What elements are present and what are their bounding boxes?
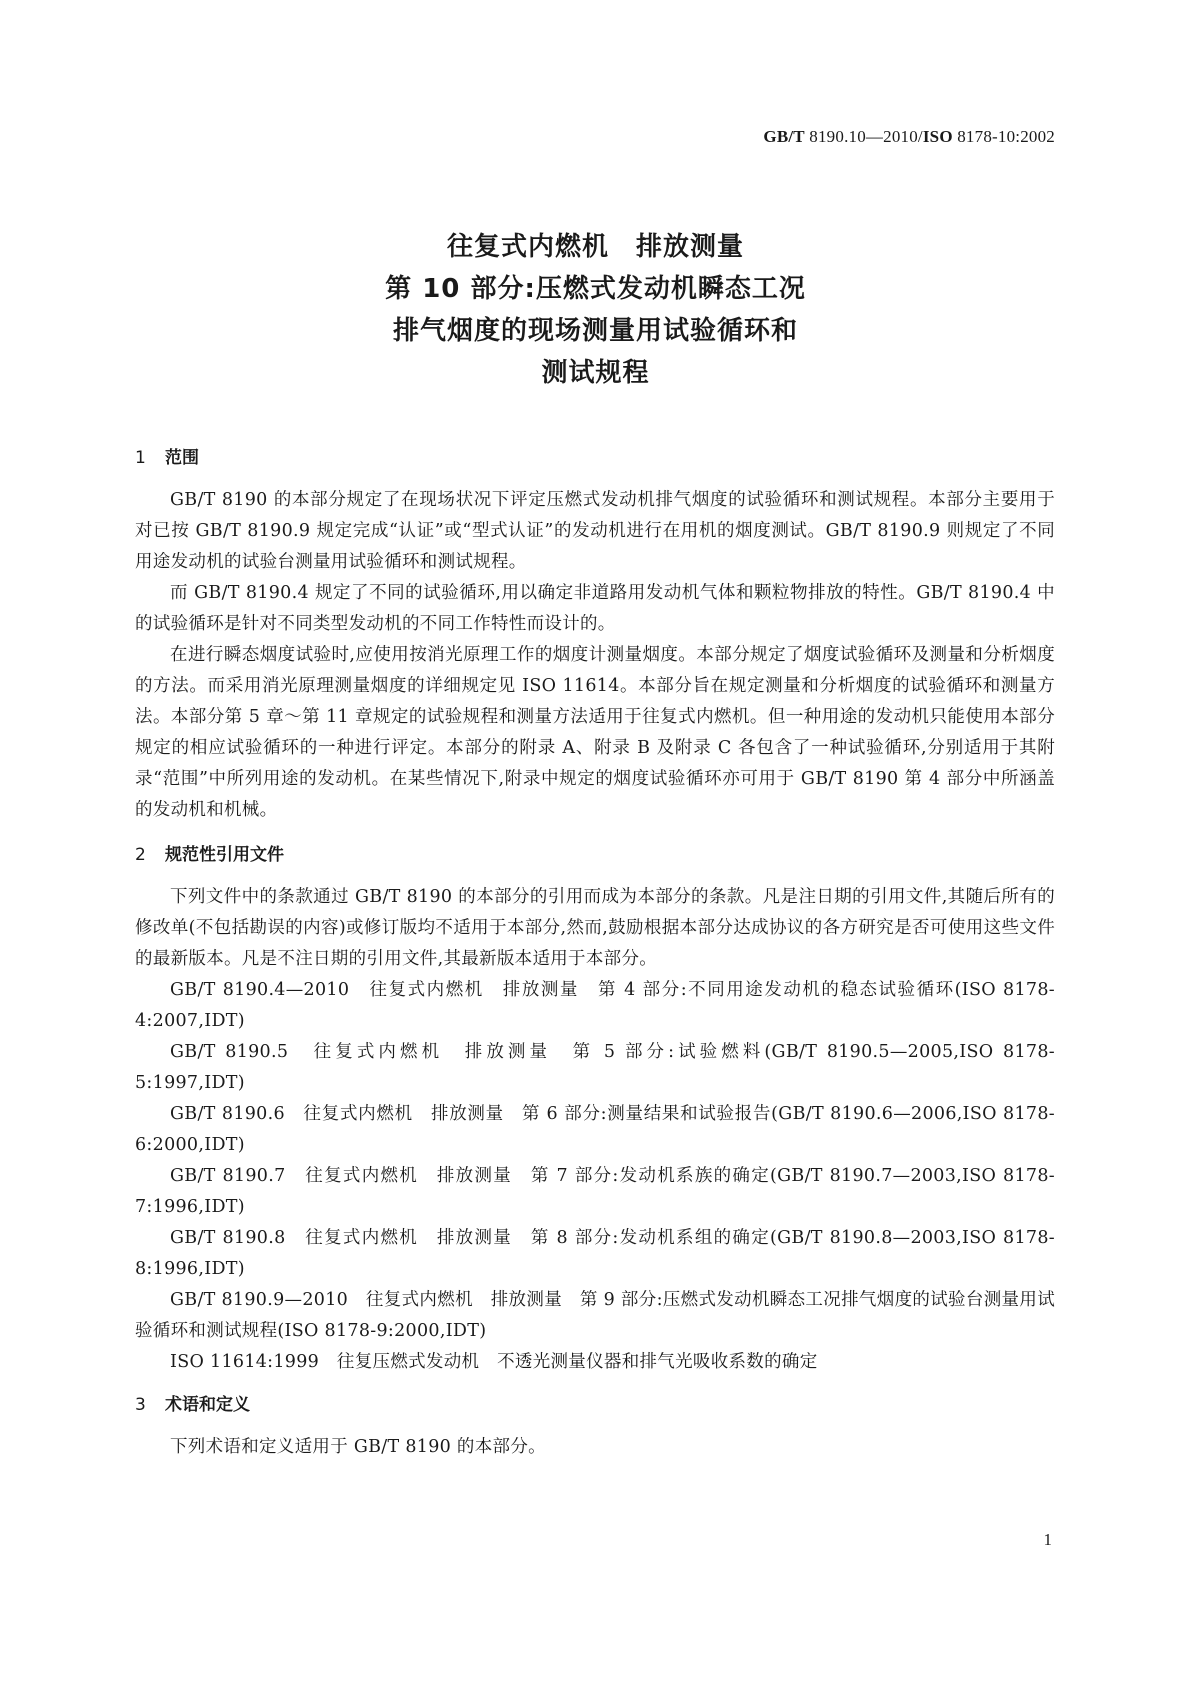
section-2-heading: 2 规范性引用文件: [135, 845, 284, 865]
section-1-body: [135, 485, 1055, 826]
paragraph: 而 GB/T 8190.4 规定了不同的试验循环,用以确定非道路用发动机气体和颗粒物排放的特性。GB/T 8190.4 中的试验循环是针对不同类型发动机的不同工作特性而设计的。: [135, 583, 1055, 634]
paragraph: GB/T 8190 的本部分规定了在现场状况下评定压燃式发动机排气烟度的试验循环和测试规程。本部分主要用于对已按 GB/T 8190.9 规定完成“认证”或“型式认证”的发动机进行在用机的烟度测试。GB/T 8190.9 则规定了不同用途发动机的试验台测量用试验循环和测试规程。: [135, 490, 1055, 572]
reference-item: GB/T 8190.5 往复式内燃机 排放测量 第 5 部分:试验燃料(GB/T 8190.5—2005,ISO 8178-5:1997,IDT): [135, 1042, 1055, 1093]
section-2-body: [135, 882, 1055, 1378]
reference-item: GB/T 8190.4—2010 往复式内燃机 排放测量 第 4 部分:不同用途发动机的稳态试验循环(ISO 8178-4:2007,IDT): [135, 980, 1055, 1031]
document-title: [0, 226, 1191, 394]
reference-item: GB/T 8190.7 往复式内燃机 排放测量 第 7 部分:发动机系族的确定(GB/T 8190.7—2003,ISO 8178-7:1996,IDT): [135, 1166, 1055, 1217]
section-3-heading: 3 术语和定义: [135, 1395, 250, 1415]
title-line-2: 第 10 部分:压燃式发动机瞬态工况: [385, 274, 806, 304]
reference-item: GB/T 8190.9—2010 往复式内燃机 排放测量 第 9 部分:压燃式发动机瞬态工况排气烟度的试验台测量用试验循环和测试规程(ISO 8178-9:2000,IDT): [135, 1290, 1055, 1341]
section-1-heading: 1 范围: [135, 448, 199, 468]
page-number: 1: [1043, 1530, 1052, 1549]
standard-code: GB/T 8190.10—2010/ISO 8178-10:2002: [763, 127, 1055, 146]
paragraph: 下列文件中的条款通过 GB/T 8190 的本部分的引用而成为本部分的条款。凡是注日期的引用文件,其随后所有的修改单(不包括勘误的内容)或修订版均不适用于本部分,然而,鼓励根据本部分达成协议的各方研究是否可使用这些文件的最新版本。凡是不注日期的引用文件,其最新版本适用于本部分。: [135, 887, 1055, 969]
document-body: [135, 443, 1055, 1463]
reference-item: GB/T 8190.8 往复式内燃机 排放测量 第 8 部分:发动机系组的确定(GB/T 8190.8—2003,ISO 8178-8:1996,IDT): [135, 1228, 1055, 1279]
paragraph: 在进行瞬态烟度试验时,应使用按消光原理工作的烟度计测量烟度。本部分规定了烟度试验循环及测量和分析烟度的方法。而采用消光原理测量烟度的详细规定见 ISO 11614。本部分旨在规定测量和分析烟度的试验循环和测量方法。本部分第 5 章～第 11 章规定的试验规程和测量方法适用于往复式内燃机。但一种用途的发动机只能使用本部分规定的相应试验循环的一种进行评定。本部分的附录 A、附录 B 及附录 C 各包含了一种试验循环,分别适用于其附录“范围”中所列用途的发动机。在某些情况下,附录中规定的烟度试验循环亦可用于 GB/T 8190 第 4 部分中所涵盖的发动机和机械。: [135, 645, 1055, 820]
title-line-1: 往复式内燃机 排放测量: [446, 232, 744, 262]
title-line-3: 排气烟度的现场测量用试验循环和: [392, 316, 798, 346]
reference-item: ISO 11614:1999 往复压燃式发动机 不透光测量仪器和排气光吸收系数的确定: [170, 1352, 818, 1372]
title-line-4: 测试规程: [541, 358, 650, 388]
reference-item: GB/T 8190.6 往复式内燃机 排放测量 第 6 部分:测量结果和试验报告(GB/T 8190.6—2006,ISO 8178-6:2000,IDT): [135, 1104, 1055, 1155]
section-3-body: [135, 1432, 1055, 1463]
paragraph: 下列术语和定义适用于 GB/T 8190 的本部分。: [170, 1437, 546, 1457]
